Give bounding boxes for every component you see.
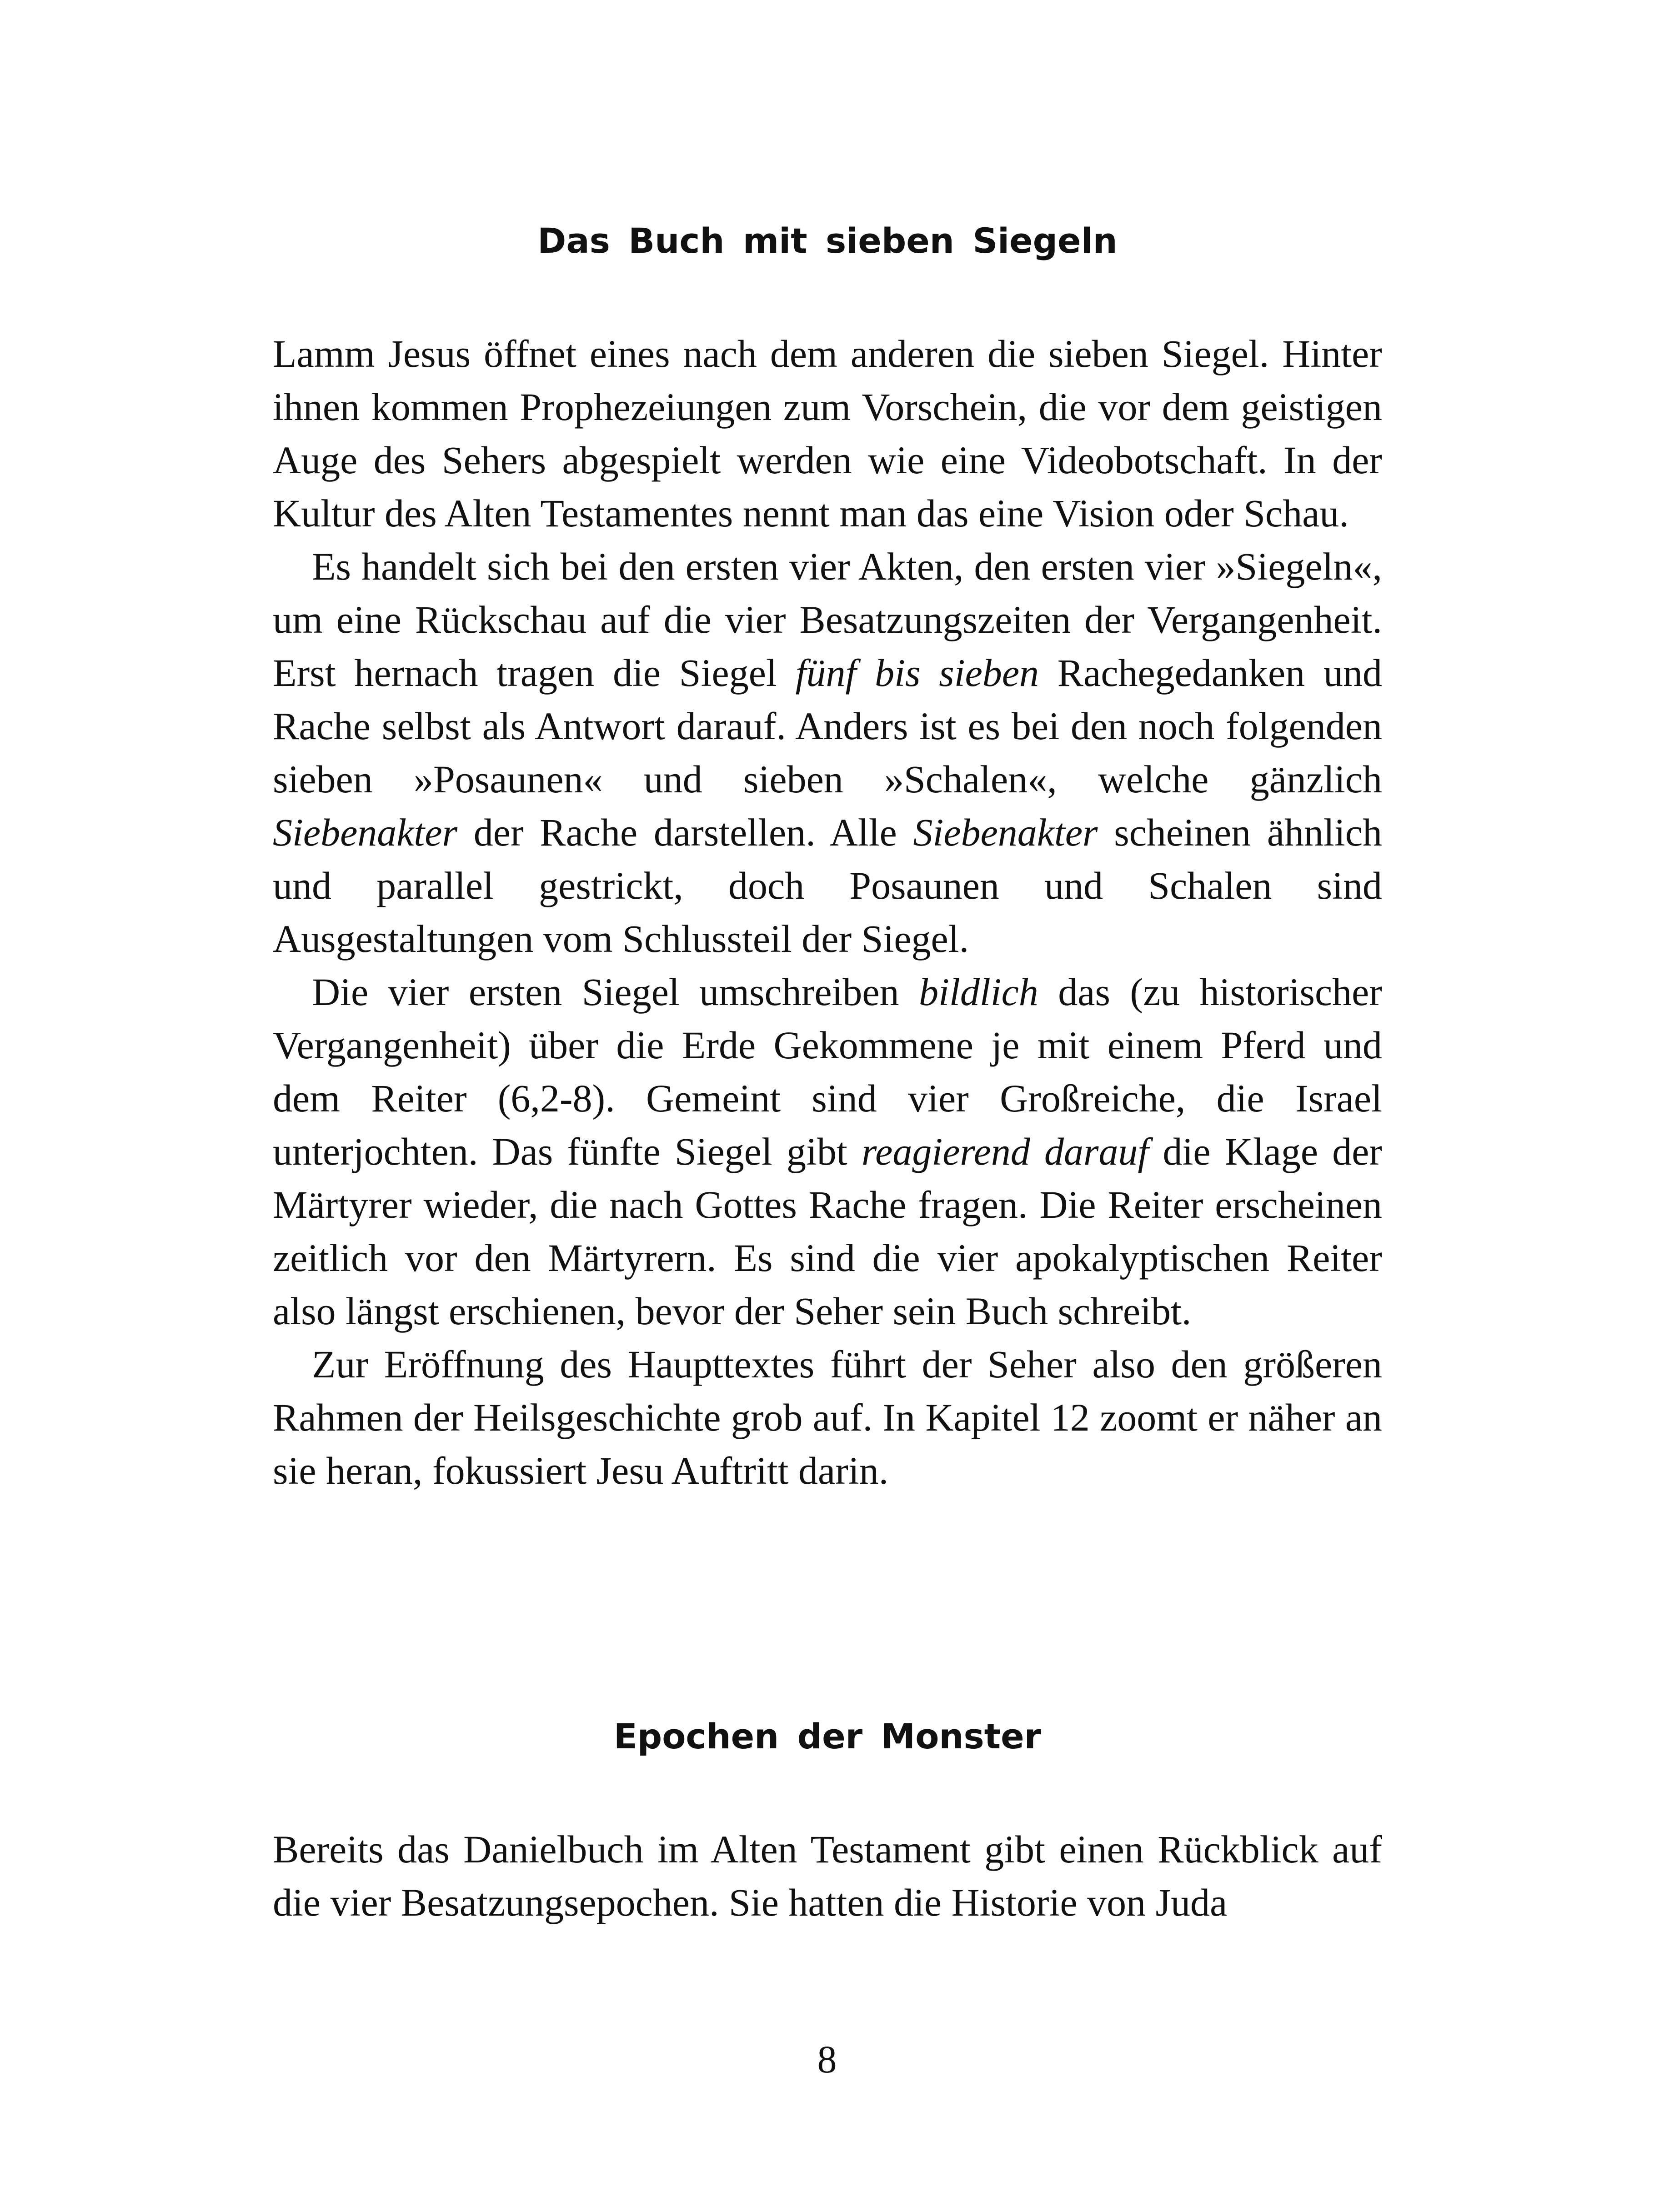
text-run: die Klage der Märtyrer wieder, die nach Gottes Rache fragen. Die Reiter erscheinen zeitlich vor den Märtyrern. Es sind die vier apokalyptischen Reiter also längst erschienen, bevor der Seher sein Buch schreibt. <box>273 1130 1383 1333</box>
paragraph <box>273 327 1382 540</box>
page-number: 8 <box>817 2037 837 2081</box>
section-body-monster <box>273 1823 1382 1929</box>
italic-run: Siebenakter <box>913 811 1098 854</box>
italic-run: reagierend darauf <box>861 1130 1149 1173</box>
section-body-siegel <box>273 327 1382 1497</box>
paragraph <box>273 540 1382 966</box>
paragraph <box>273 1823 1382 1929</box>
text-run: Die vier ersten Siegel umschreiben <box>312 970 919 1014</box>
text-run: Bereits das Danielbuch im Alten Testament gibt einen Rückblick auf die vier Besatzungsepochen. Sie hatten die Historie von Juda <box>273 1827 1382 1924</box>
text-run: Zur Eröffnung des Haupttextes führt der Seher also den größeren Rahmen der Heilsgeschichte grob auf. In Kapitel 12 zoomt er näher an sie heran, fokussiert Jesu Auftritt darin. <box>273 1342 1382 1492</box>
italic-run: bildlich <box>919 970 1038 1014</box>
italic-run: fünf bis sieben <box>795 651 1039 695</box>
text-run: Rachegedanken und Rache selbst als Antwort darauf. Anders ist es bei den noch folgenden sieben »Posaunen« und sieben »Schalen«, welche gänzlich <box>273 651 1382 801</box>
text-run: scheinen ähnlich und parallel gestrickt, doch Posaunen und Schalen sind Ausgestaltungen vom Schlussteil der Siegel. <box>273 811 1382 961</box>
section-heading-siegel: Das Buch mit sieben Siegeln <box>537 220 1118 261</box>
text-run: Lamm Jesus öffnet eines nach dem anderen die sieben Siegel. Hinter ihnen kommen Prophezeiungen zum Vorschein, die vor dem geistigen Auge des Sehers abgespielt werden wie eine Videobotschaft. In der Kultur des Alten Testamentes nennt man das eine Vision oder Schau. <box>273 332 1382 535</box>
text-run: das (zu historischer Vergangenheit) über die Erde Gekommene je mit einem Pferd und dem Reiter (6,2-8). Gemeint sind vier Großreiche, die Israel unterjochten. Das fünfte Siegel gibt <box>273 970 1382 1173</box>
text-run: der Rache darstellen. Alle <box>457 811 913 854</box>
paragraph <box>273 966 1382 1338</box>
italic-run: Siebenakter <box>273 811 457 854</box>
text-run: Es handelt sich bei den ersten vier Akten, den ersten vier »Siegeln«, um eine Rückschau auf die vier Besatzungszeiten der Vergangenheit. Erst hernach tragen die Siegel <box>273 545 1382 695</box>
section-heading-monster: Epochen der Monster <box>613 1716 1042 1757</box>
paragraph <box>273 1338 1382 1497</box>
